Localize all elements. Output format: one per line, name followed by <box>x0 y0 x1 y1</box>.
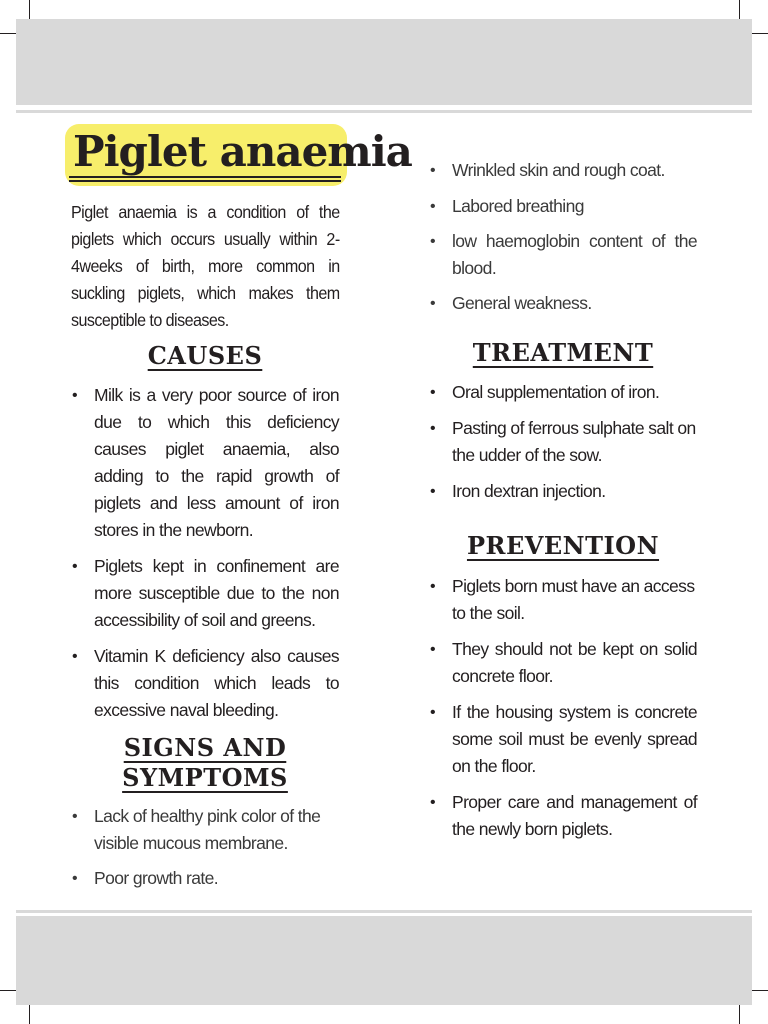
list-item: • Poor growth rate. <box>70 865 339 892</box>
crop-mark-top-left-v <box>29 0 30 20</box>
bullet-icon: • <box>430 794 436 811</box>
crop-mark-bottom-right-h <box>750 990 768 991</box>
intro-paragraph: Piglet anaemia is a condition of the piglets which occurs usually within 2-4weeks of birth, more common in suckling piglets, which makes them susceptible to diseases. <box>71 202 340 330</box>
list-item: • low haemoglobin content of the blood. <box>428 228 697 282</box>
crop-mark-top-right-h <box>750 33 768 34</box>
bullet-icon: • <box>72 648 78 665</box>
bullet-icon: • <box>430 704 436 721</box>
list-item: • Piglets kept in confinement are more susceptible due to the non accessibility of soil and greens. <box>70 553 339 634</box>
page-title: Piglet anaemia <box>73 127 412 176</box>
bullet-icon: • <box>430 420 436 437</box>
bullet-icon: • <box>430 641 436 658</box>
list-item: • Lack of healthy pink color of the visible mucous membrane. <box>70 803 339 857</box>
signs-heading-line-1: SIGNS AND <box>123 733 287 762</box>
crop-mark-top-right-v <box>739 0 740 20</box>
signs-heading-line-2: SYMPTOMS <box>122 763 288 792</box>
title-underline-2 <box>69 180 341 182</box>
list-item: • Labored breathing <box>428 193 697 220</box>
title-underline-1 <box>69 176 341 178</box>
bullet-icon: • <box>430 295 436 312</box>
list-item: • Wrinkled skin and rough coat. <box>428 157 697 184</box>
crop-mark-bottom-left-v <box>29 1004 30 1024</box>
bullet-icon: • <box>72 558 78 575</box>
treatment-heading: TREATMENT <box>472 338 654 367</box>
list-item: • General weakness. <box>428 290 697 317</box>
treatment-list <box>428 379 697 505</box>
bullet-icon: • <box>430 483 436 500</box>
list-item: • They should not be kept on solid concrete floor. <box>428 636 697 690</box>
list-item: • If the housing system is concrete some soil must be evenly spread on the floor. <box>428 699 697 780</box>
bullet-icon: • <box>430 233 436 250</box>
list-item: • Proper care and management of the newly born piglets. <box>428 789 697 843</box>
list-item: • Milk is a very poor source of iron due to which this deficiency causes piglet anaemia, also adding to the rapid growth of piglets and less amount of iron stores in the newborn. <box>70 382 339 544</box>
bullet-icon: • <box>430 162 436 179</box>
causes-list <box>70 382 339 724</box>
prevention-list <box>428 573 697 843</box>
bullet-icon: • <box>430 198 436 215</box>
title-block <box>65 124 412 186</box>
list-item: • Iron dextran injection. <box>428 478 697 505</box>
header-rule <box>16 110 752 113</box>
footer-band <box>16 916 752 1005</box>
list-item: • Piglets born must have an access to the soil. <box>428 573 697 627</box>
prevention-heading: PREVENTION <box>466 531 660 560</box>
bullet-icon: • <box>72 387 78 404</box>
bullet-icon: • <box>72 808 78 825</box>
signs-list-left <box>70 803 339 892</box>
footer-rule <box>16 910 752 913</box>
causes-heading: CAUSES <box>147 341 263 370</box>
bullet-icon: • <box>430 384 436 401</box>
signs-list-right <box>428 157 697 317</box>
list-item: • Vitamin K deficiency also causes this condition which leads to excessive naval bleeding. <box>70 643 339 724</box>
bullet-icon: • <box>430 578 436 595</box>
list-item: • Oral supplementation of iron. <box>428 379 697 406</box>
header-band <box>16 19 752 105</box>
bullet-icon: • <box>72 870 78 887</box>
crop-mark-bottom-right-v <box>739 1004 740 1024</box>
list-item: • Pasting of ferrous sulphate salt on the udder of the sow. <box>428 415 697 469</box>
